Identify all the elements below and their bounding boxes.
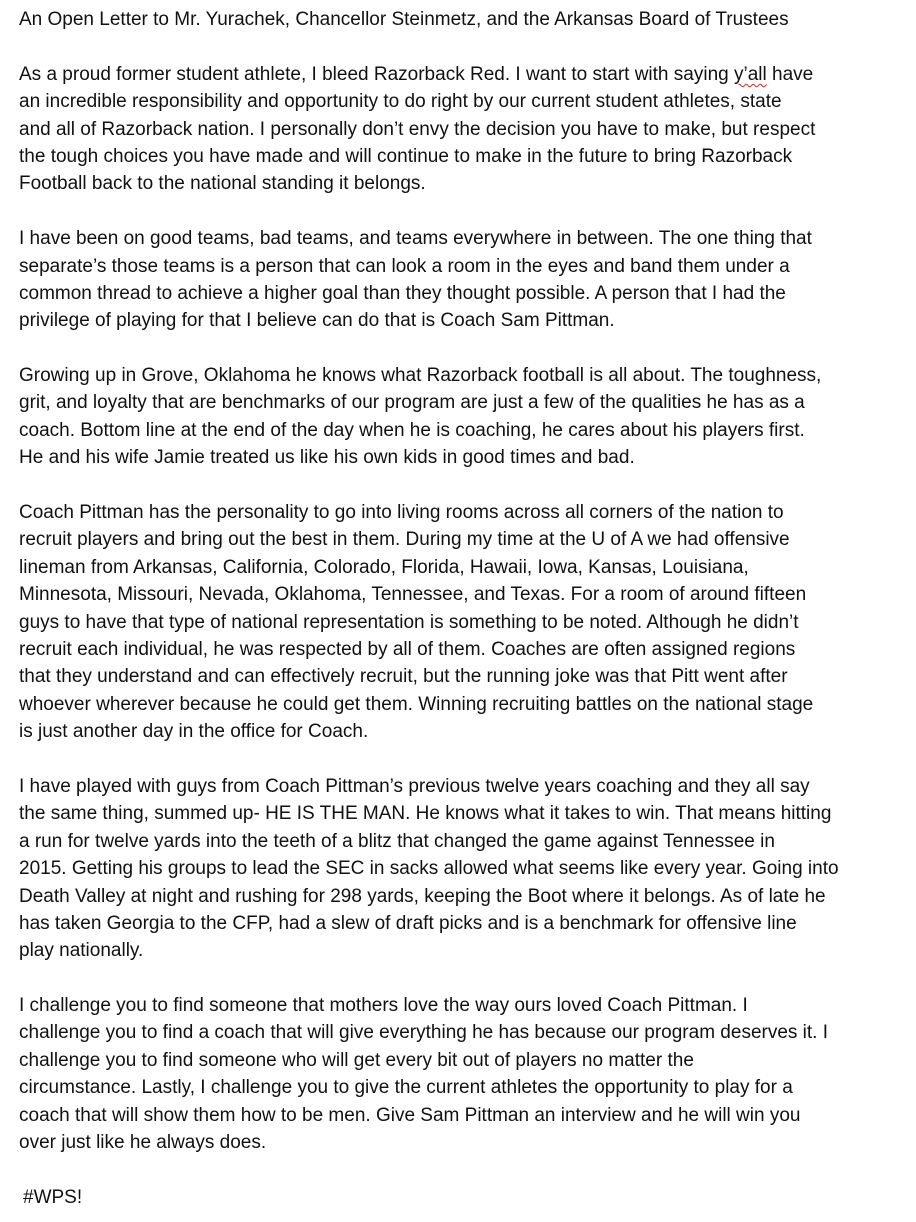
paragraph-line: 2015. Getting his groups to lead the SEC in sacks allowed what seems like every year. Going into xyxy=(19,858,839,880)
paragraph-line: that they understand and can effectively recruit, but the running joke was that Pitt went after xyxy=(19,666,788,688)
paragraph-line: lineman from Arkansas, California, Colorado, Florida, Hawaii, Iowa, Kansas, Louisiana, xyxy=(19,556,749,578)
paragraph-line: I have been on good teams, bad teams, and teams everywhere in between. The one thing that xyxy=(19,228,812,250)
paragraph-line: challenge you to find a coach that will give everything he has because our program deserves it. I xyxy=(19,1022,829,1044)
paragraph-line: I challenge you to find someone that mothers love the way ours loved Coach Pittman. I xyxy=(19,995,748,1017)
spellcheck-flagged-word: y’all xyxy=(733,63,767,85)
paragraph-line: the same thing, summed up- HE IS THE MAN. He knows what it takes to win. That means hitting xyxy=(19,803,832,825)
paragraph-line: Minnesota, Missouri, Nevada, Oklahoma, Tennessee, and Texas. For a room of around fifteen xyxy=(19,584,807,606)
paragraph-line: Death Valley at night and rushing for 298 yards, keeping the Boot where it belongs. As of late he xyxy=(19,885,826,907)
paragraph-line: coach that will show them how to be men. Give Sam Pittman an interview and he will win you xyxy=(19,1104,801,1126)
paragraph-intro xyxy=(19,61,897,198)
paragraph-grove xyxy=(19,362,897,472)
paragraph-line: coach. Bottom line at the end of the day when he is coaching, he cares about his players first. xyxy=(19,419,805,441)
paragraph-line: recruit each individual, he was respected by all of them. Coaches are often assigned regions xyxy=(19,638,796,660)
paragraph-line: and all of Razorback nation. I personally don’t envy the decision you have to make, but respect xyxy=(19,118,816,140)
paragraph-line: Coach Pittman has the personality to go into living rooms across all corners of the nation to xyxy=(19,502,784,524)
paragraph-line: a run for twelve yards into the teeth of a blitz that changed the game against Tennessee in xyxy=(19,830,775,852)
paragraph-line: is just another day in the office for Coach. xyxy=(19,721,369,743)
paragraph-he-is-the-man xyxy=(19,773,897,965)
paragraph-line: separate’s those teams is a person that can look a room in the eyes and band them under a xyxy=(19,255,790,277)
paragraph-line: Football back to the national standing it belongs. xyxy=(19,173,426,195)
paragraph-line: grit, and loyalty that are benchmarks of our program are just a few of the qualities he has as a xyxy=(19,392,805,414)
paragraph-line: over just like he always does. xyxy=(19,1132,267,1154)
paragraph-line: As a proud former student athlete, I bleed Razorback Red. I want to start with saying y’all have xyxy=(19,63,814,85)
paragraph-line: He and his wife Jamie treated us like his own kids in good times and bad. xyxy=(19,447,635,469)
paragraph-line: challenge you to find someone who will get every bit out of players no matter the xyxy=(19,1049,694,1071)
paragraph-line: whoever wherever because he could get them. Winning recruiting battles on the national stage xyxy=(19,693,814,715)
paragraph-line: the tough choices you have made and will continue to make in the future to bring Razorback xyxy=(19,145,793,167)
paragraph-line: I have played with guys from Coach Pittman’s previous twelve years coaching and they all say xyxy=(19,775,810,797)
paragraph-line: an incredible responsibility and opportunity to do right by our current student athletes, state xyxy=(19,91,782,113)
paragraph-line: has taken Georgia to the CFP, had a slew of draft picks and is a benchmark for offensive line xyxy=(19,912,797,934)
paragraph-teams xyxy=(19,225,897,335)
paragraph-line: recruit players and bring out the best in them. During my time at the U of A we had offensive xyxy=(19,529,790,551)
paragraph-line: Growing up in Grove, Oklahoma he knows what Razorback football is all about. The toughness, xyxy=(19,365,822,387)
signoff-hashtag: #WPS! xyxy=(23,1186,83,1208)
paragraph-line: common thread to achieve a higher goal than they thought possible. A person that I had the xyxy=(19,282,786,304)
paragraph-line: play nationally. xyxy=(19,940,144,962)
paragraph-recruiting xyxy=(19,499,897,746)
paragraph-line: privilege of playing for that I believe can do that is Coach Sam Pittman. xyxy=(19,310,615,332)
paragraph-line: guys to have that type of national representation is something to be noted. Although he didn’t xyxy=(19,611,799,633)
letter-title: An Open Letter to Mr. Yurachek, Chancellor Steinmetz, and the Arkansas Board of Trustees xyxy=(19,9,789,30)
paragraph-challenge xyxy=(19,992,897,1156)
paragraph-line: circumstance. Lastly, I challenge you to give the current athletes the opportunity to play for a xyxy=(19,1077,793,1099)
letter-page xyxy=(19,6,897,1211)
